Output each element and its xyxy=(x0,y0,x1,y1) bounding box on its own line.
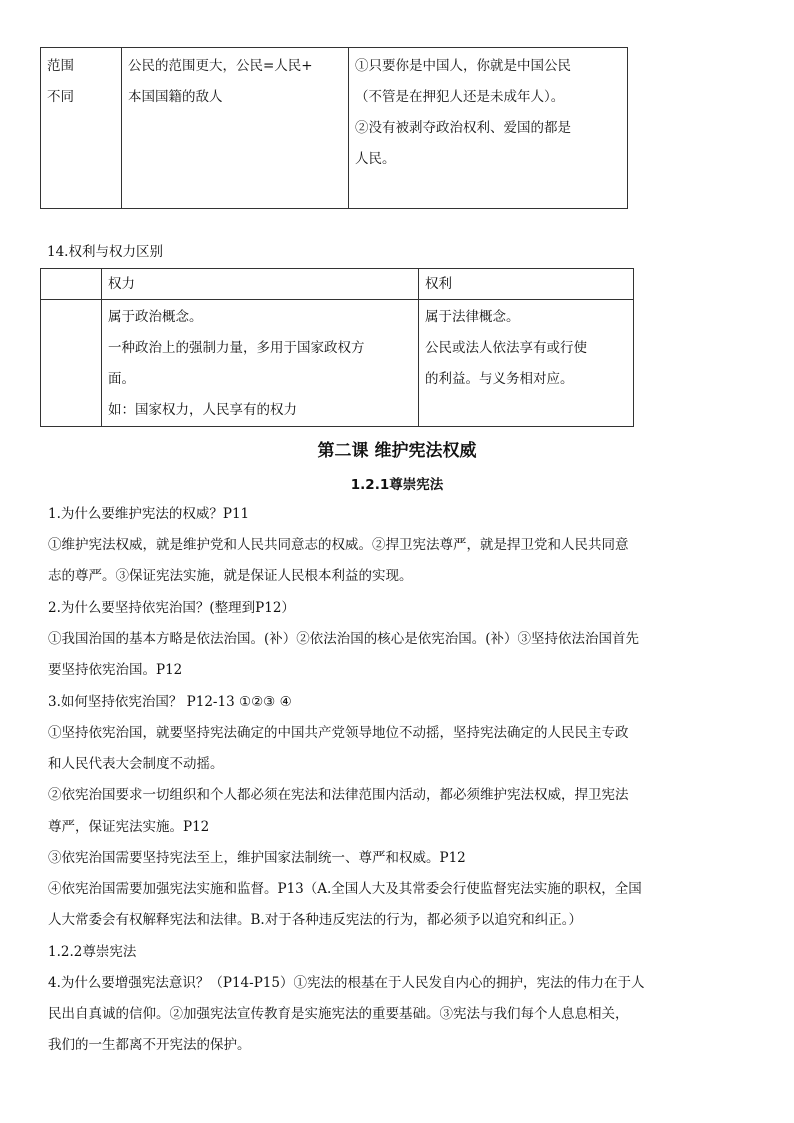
cell-line: 属于法律概念。 xyxy=(425,309,520,325)
body-line: 人大常委会有权解释宪法和法律。B.对于各种违反宪法的行为，都必须予以追究和纠正。） xyxy=(48,912,582,928)
citizen-scope-cell xyxy=(122,48,349,209)
table-row xyxy=(41,48,628,209)
table-header-row xyxy=(41,269,634,300)
lesson-title: 第二课 维护宪法权威 xyxy=(317,441,477,461)
body-line: 志的尊严。③保证宪法实施，就是保证人民根本利益的实现。 xyxy=(48,568,413,584)
body-line: 民出自真诚的信仰。②加强宪法宣传教育是实施宪法的重要基础。③宪法与我们每个人息息相关， xyxy=(48,1006,629,1022)
body-line: ②依宪治国要求一切组织和个人都必须在宪法和法律范围内活动，都必须维护宪法权威，捍卫宪法 xyxy=(48,787,629,803)
body-line: 4.为什么要增强宪法意识？（P14-P15）①宪法的根基在于人民发自内心的拥护，宪法的伟力在于人 xyxy=(48,975,645,991)
row-label-cell xyxy=(41,48,122,209)
power-cell xyxy=(102,300,419,427)
cell-line: 属于政治概念。 xyxy=(108,309,203,325)
cell-line: （不管是在押犯人还是未成年人）。 xyxy=(355,89,565,105)
cell-line: ②没有被剥夺政治权利、爱国的都是 xyxy=(355,120,571,136)
header-cell xyxy=(41,269,102,300)
body-line: ③依宪治国需要坚持宪法至上，维护国家法制统一、尊严和权威。P12 xyxy=(48,850,466,866)
cell-line: 一种政治上的强制力量，多用于国家政权方 xyxy=(108,340,365,356)
body-line: ④依宪治国需要加强宪法实施和监督。P13（A.全国人大及其常委会行使监督宪法实施的职权，全国 xyxy=(48,881,642,897)
body-line: 我们的一生都离不开宪法的保护。 xyxy=(48,1037,251,1053)
body-line: 和人民代表大会制度不动摇。 xyxy=(48,756,224,772)
cell-line: 面。 xyxy=(108,371,135,387)
cell-line: 人民。 xyxy=(355,151,396,167)
header-cell: 权利 xyxy=(419,269,634,300)
explanation-cell xyxy=(349,48,628,209)
power-right-table xyxy=(40,268,634,427)
body-line: 3.如何坚持依宪治国？ P12-13 ①②③ ④ xyxy=(48,694,292,710)
right-cell xyxy=(419,300,634,427)
cell-line: 不同 xyxy=(47,89,74,105)
cell-line: 公民的范围更大，公民=人民+ xyxy=(128,58,313,74)
body-line: 1.为什么要维护宪法的权威？P11 xyxy=(48,506,250,522)
cell-line: 的利益。与义务相对应。 xyxy=(425,371,574,387)
body-line: 1.2.2尊崇宪法 xyxy=(48,944,137,960)
header-cell: 权力 xyxy=(102,269,419,300)
body-line: 尊严，保证宪法实施。P12 xyxy=(48,819,210,835)
empty-cell xyxy=(41,300,102,427)
body-line: ①我国治国的基本方略是依法治国。(补）②依法治国的核心是依宪治国。(补）③坚持依法治国首先 xyxy=(48,631,640,647)
citizen-people-table xyxy=(40,47,628,209)
table-row xyxy=(41,300,634,427)
cell-line: 公民或法人依法享有或行使 xyxy=(425,340,587,356)
cell-line: 范围 xyxy=(47,58,74,74)
section-heading-14: 14.权利与权力区别 xyxy=(47,244,163,260)
cell-line: ①只要你是中国人，你就是中国公民 xyxy=(355,58,571,74)
cell-line: 本国国籍的敌人 xyxy=(128,89,223,105)
subsection-title: 1.2.1尊崇宪法 xyxy=(350,477,444,493)
cell-line: 如：国家权力，人民享有的权力 xyxy=(108,402,297,418)
body-line: ①维护宪法权威，就是维护党和人民共同意志的权威。②捍卫宪法尊严，就是捍卫党和人民共同意 xyxy=(48,537,629,553)
body-line: 要坚持依宪治国。P12 xyxy=(48,662,183,678)
body-line: 2.为什么要坚持依宪治国？(整理到P12） xyxy=(48,600,295,616)
body-line: ①坚持依宪治国，就要坚持宪法确定的中国共产党领导地位不动摇，坚持宪法确定的人民民主专政 xyxy=(48,725,629,741)
